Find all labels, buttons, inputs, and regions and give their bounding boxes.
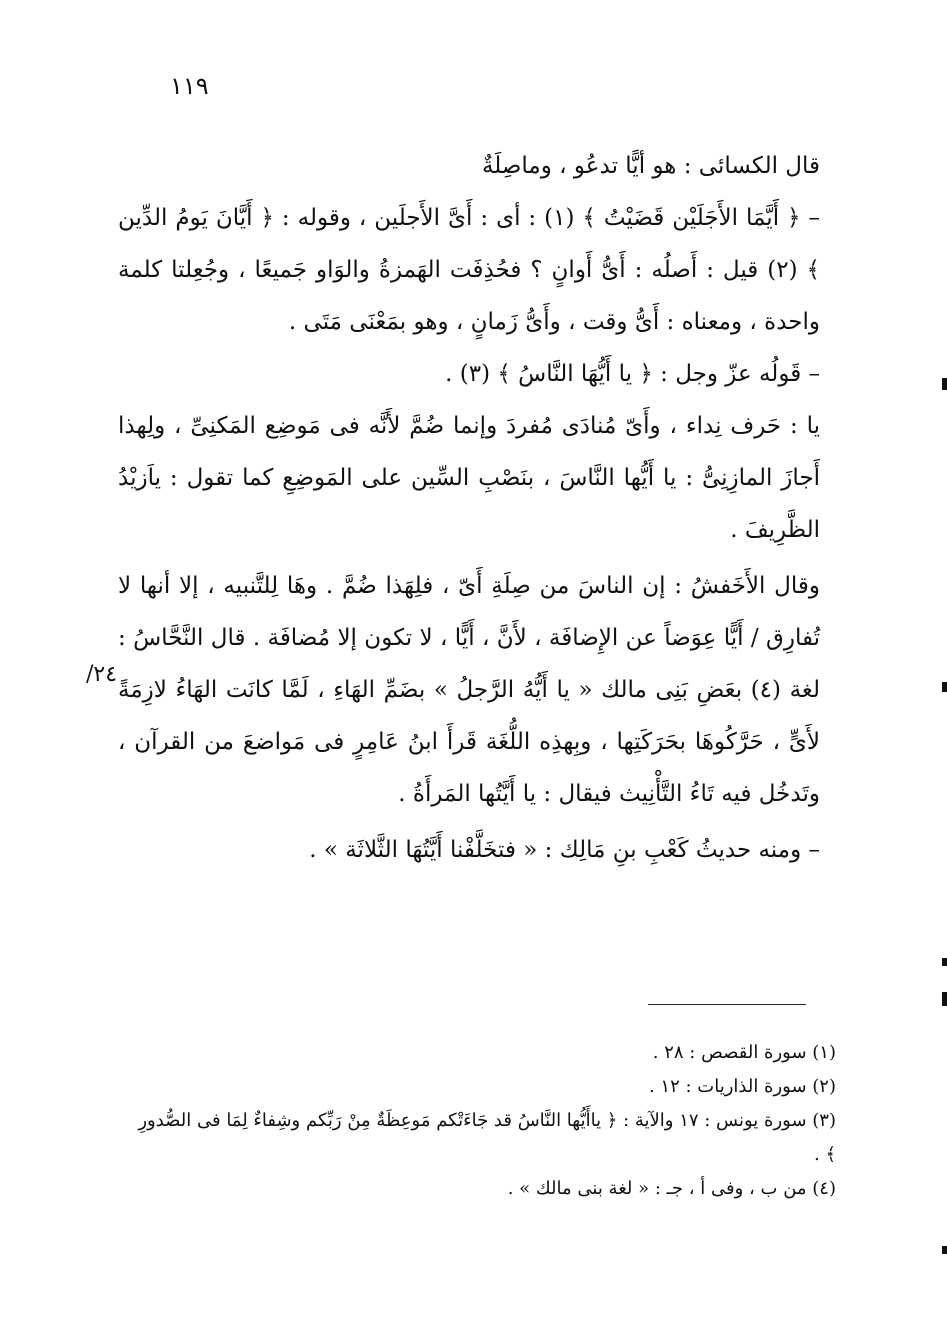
footnote-3: (٣) سورة يونس : ١٧ والآية : ﴿ ياأَيُّها النَّاسُ قد جَاءَتْكم مَوعِظَةٌ مِنْ رَبِّكم وشِفاءٌ لِمَا فى الصُّدورِ ﴾ . — [138, 1110, 836, 1165]
paragraph-ayyama: – ﴿ أَيَّمَا الأَجَلَيْن قَضَيْتُ ﴾ (١) : أى : أَىَّ الأَجلَين ، وقوله : ﴿ أَيَّانَ يَومُ الدِّين ﴾ (٢) قيل : أَصلُه : أَىُّ أَوانٍ ؟ فحُذِفَت الهَمزةُ والوَاو جَميعًا ، وجُعِلتا كلمة واحدة ، ومعناه : أَىُّ وقت ، وأَىُّ زَمانٍ ، وهو بمَعْنَى مَتَى . — [118, 205, 820, 335]
paragraph-ya-harf-nida: يا : حَرف نِداء ، وأَىّ مُنادَى مُفردَ وإنما ضُمَّ لأَنَّه فى مَوضِع المَكنِىِّ ، ولِهذا أَجازَ المازِنِىُّ : يا أَيُّها النَّاسَ ، بنَصْبِ السِّين على المَوضِعِ كما تقول : ياَزيْدُ الظَّرِيفَ . — [118, 413, 820, 543]
footnote-1: (١) سورة القصص : ٢٨ . — [652, 1042, 836, 1063]
margin-note: ٢٤/ — [86, 662, 118, 687]
paragraph-kaab-hadith: – ومنه حديثُ كَعْبِ بنِ مَالِك : « فتخَلَّفْنا أَيَّتُهَا الثَّلاثَة » . — [309, 837, 820, 863]
scan-edge-mark — [942, 378, 947, 390]
scan-edge-mark — [942, 1246, 947, 1254]
footnote-2: (٢) سورة الذاريات : ١٢ . — [648, 1076, 836, 1097]
footnotes — [136, 1036, 836, 1206]
paragraph-kisai: قال الكسائى : هو أيًّا تدعُو ، وماصِلَةٌ — [481, 153, 820, 179]
scan-edge-mark — [942, 958, 947, 966]
scan-edge-mark — [942, 682, 947, 692]
paragraph-akhfash: وقال الأَخَفشُ : إن الناسَ من صِلَةِ أَىّ ، فلِهَذا ضُمَّ . وهَا لِلتَّنبيه ، إلا أنها لا تُفارِق / أَيًّا عِوَضاً عن الإِضافَة ، لأَنَّ ، أَيًّا ، لا تكون إلا مُضافَة . قال النَّحَّاسُ : لغة (٤) بعَضِ بَنِى مالك « يا أَيُّهُ الرَّجلُ » بضَمِّ الهَاءِ ، لَمَّا كانَت الهَاءُ لازِمَةً لأَىٍّ ، حَرَّكُوهَا بحَرَكَتِها ، وبِهذِه اللُّغَة قَرأَ ابنُ عَامِرٍ فى مَواضعَ من القرآن ، وتَدخُل فيه تَاءُ التَّأْنِيث فيقال : يا أَيَّتُها المَرأَةُ . — [118, 573, 821, 807]
scan-edge-mark — [942, 992, 947, 1006]
paragraph-ya-ayyuha: – قَولُه عزّ وجل : ﴿ يا أَيُّهَا النَّاسُ ﴾ (٣) . — [445, 361, 820, 387]
footnote-separator — [648, 1004, 806, 1005]
footnote-4: (٤) من ب ، وفى أ ، جـ : « لغة بنى مالك » . — [507, 1178, 836, 1199]
main-text — [118, 140, 820, 876]
page-number: ١١٩ — [170, 72, 209, 100]
